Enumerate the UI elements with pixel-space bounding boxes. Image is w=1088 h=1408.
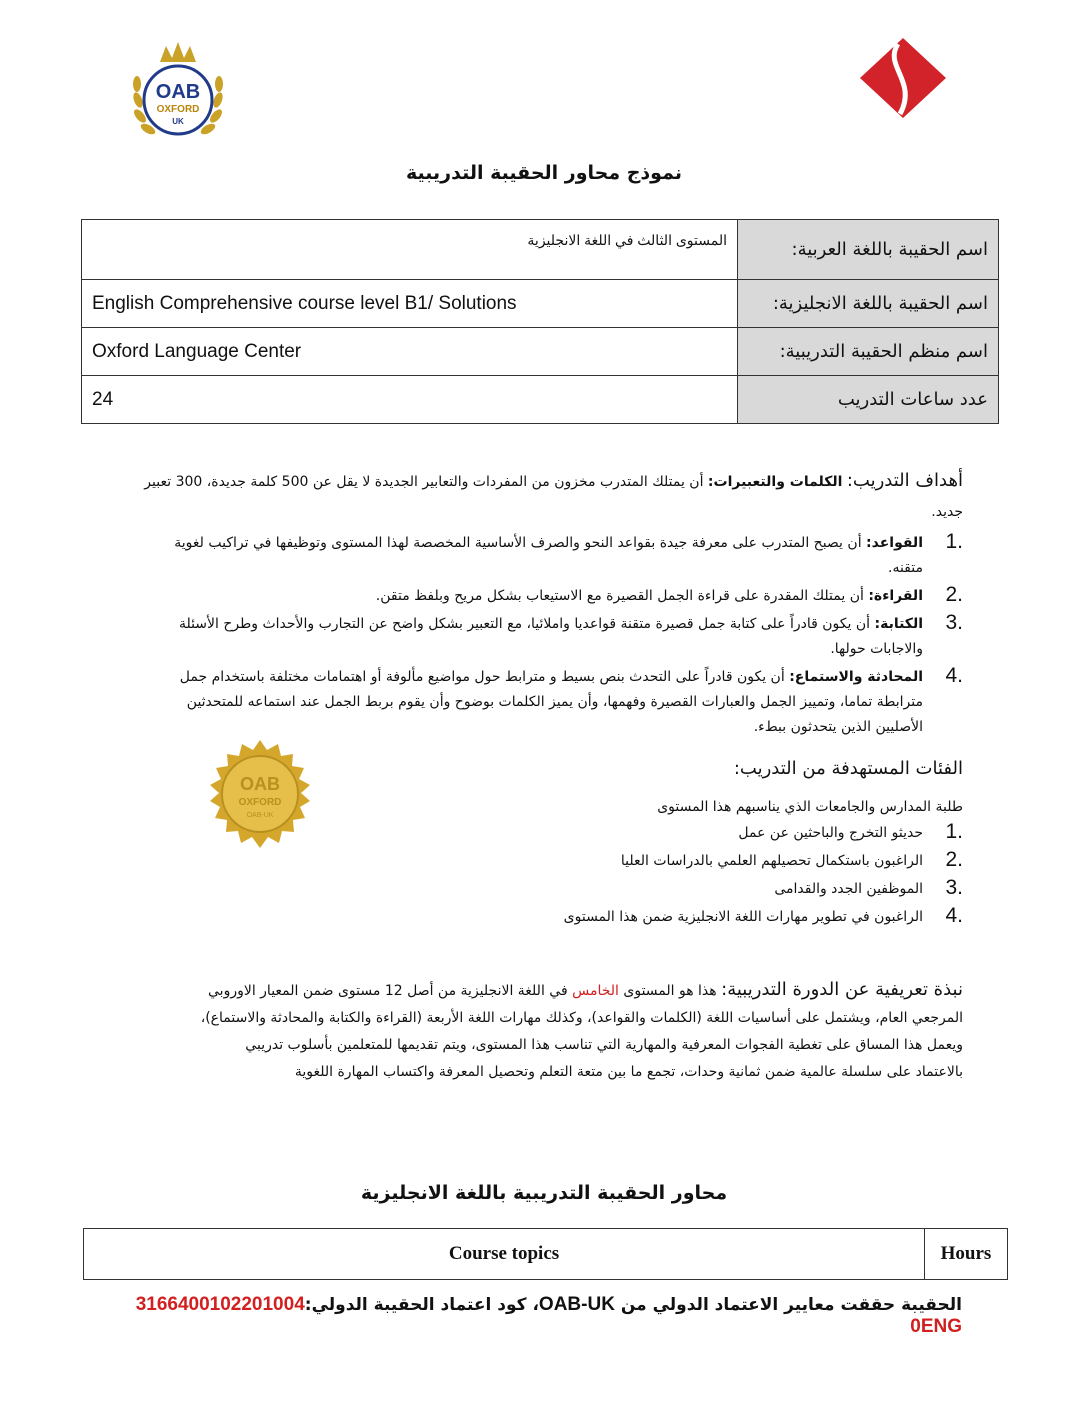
svg-text:OXFORD: OXFORD [156,104,200,115]
accreditation-middle: ، كود اعتماد الحقيبة الدولي: [304,1295,539,1315]
course-name-en-label: اسم الحقيبة باللغة الانجليزية: [738,280,999,328]
list-number: 2. [945,848,963,871]
oab-logo-text: OAB [155,81,201,103]
training-goals-section [140,466,963,743]
list-item [360,821,963,846]
table-row [82,220,999,280]
target-text: الراغبون في تطوير مهارات اللغة الانجليزية ضمن هذا المستوى [563,909,923,925]
goals-intro-text: أن يمتلك المتدرب مخزون من المفردات والتعابير الجديدة لا يقل عن 500 كلمة جديدة، 300 تعبير جديد. [144,474,963,520]
table-row [82,376,999,424]
goal-text: أن يكون قادراً على التحدث بنص بسيط و مترابط حول مواضيع مألوفة أو اهتمامات مختلفة باستخدام جمل مترابطة تماما، وتمييز الجمل والعبارات القصيرة وفهمها، وأن يميز الكلمات بوضوح وأن يقوم بربط الجمل عند استماعه للمتحدثين الأصليين الذين يتحدثون ببطء. [179,669,923,735]
list-item [140,665,963,740]
about-paragraph [200,976,963,1086]
target-text: الراغبون باستكمال تحصيلهم العلمي بالدراسات العليا [620,853,923,869]
about-text-rest: في اللغة الانجليزية من أصل 12 مستوى ضمن المعيار الاوروبي المرجعي العام، ويشتمل على أساسيات اللغة (الكلمات والقواعد)، وكذلك مهارات اللغة الأربعة (القراءة والكتابة والمحادثة والاستماع)، ويعمل هذا المساق على تغطية الفجوات المعرفية والمهارية التي تناسب هذا المستوى، ويتم تقديمها للمتعلمين بأسلوب تدريبي بالاعتماد على سلسلة عالمية ضمن ثمانية وحدات، تجمع ما بين متعة التعلم وتحصيل المعرفة واكتساب المهارة اللغوية [200,983,963,1080]
list-number: 4. [945,904,963,927]
gold-seal [200,738,320,858]
goals-intro [140,466,963,527]
goal-text: أن يصبح المتدرب على معرفة جيدة بقواعد النحو والصرف الأساسية المخصصة لهذا المستوى وتوظيفها في تراكيب لغوية متقنه. [174,535,923,576]
list-number: 1. [945,820,963,843]
list-number: 2. [945,583,963,606]
goal-text: أن يمتلك المقدرة على قراءة الجمل القصيرة مع الاستيعاب بشكل مريح وبلفظ متقن. [375,588,864,604]
target-intro: طلبة المدارس والجامعات الذي يناسبهم هذا المستوى [657,799,963,815]
accreditation-line [130,1294,962,1338]
list-number: 3. [945,611,963,634]
target-list [360,821,963,930]
topics-header: Course topics [84,1229,925,1280]
training-hours-label: عدد ساعات التدريب [738,376,999,424]
list-number: 1. [945,530,963,553]
goal-label: الكتابة: [874,616,923,632]
hours-header: Hours [925,1229,1008,1280]
list-item [360,849,963,874]
list-item [140,612,963,662]
svg-text:UK: UK [172,117,184,126]
list-number: 3. [945,876,963,899]
target-heading: الفئات المستهدفة من التدريب: [733,758,963,779]
about-highlight: الخامس [572,983,619,999]
course-name-ar-label: اسم الحقيبة باللغة العربية: [738,220,999,280]
page-title: نموذج محاور الحقيبة التدريبية [406,162,682,184]
list-number: 4. [945,664,963,687]
accreditation-org: OAB-UK [538,1294,615,1315]
section-title-english-topics: محاور الحقيبة التدريبية باللغة الانجليزية [360,1182,728,1204]
organizer-label: اسم منظم الحقيبة التدريبية: [738,328,999,376]
svg-text:OAB-UK: OAB-UK [246,812,274,819]
goals-intro-label: الكلمات والتعبيرات: [707,474,843,490]
svg-text:OAB: OAB [240,774,280,794]
about-heading: نبذة تعريفية عن الدورة التدريبية: [721,979,963,1000]
goal-label: القواعد: [866,535,923,551]
goals-heading: أهداف التدريب: [846,470,963,491]
list-item [360,877,963,902]
accreditation-prefix: الحقيبة حققت معايير الاعتماد الدولي من [620,1295,962,1315]
table-row [82,280,999,328]
oab-oxford-logo [128,40,228,144]
svg-text:OXFORD: OXFORD [238,797,282,808]
course-about-section [200,976,963,1086]
table-header-row [84,1229,1008,1280]
table-row [82,328,999,376]
about-text-start: هذا هو المستوى [623,983,717,999]
course-name-en-value: English Comprehensive course level B1/ Solutions [82,280,738,328]
goals-list [140,531,963,740]
organizer-value: Oxford Language Center [82,328,738,376]
list-item [360,905,963,930]
training-hours-value: 24 [82,376,738,424]
list-item [140,584,963,609]
goal-label: المحادثة والاستماع: [789,669,923,685]
accreditation-code: 3166400102201004​0ENG [135,1294,962,1337]
target-groups-section [360,758,963,933]
target-text: الموظفين الجدد والقدامى [774,881,923,897]
goal-label: القراءة: [868,588,923,604]
target-text: حديثو التخرج والباحثين عن عمل [738,825,923,841]
course-name-ar-value: المستوى الثالث في اللغة الانجليزية [82,220,738,280]
brand-logo [858,36,948,120]
list-item [140,531,963,581]
goal-text: أن يكون قادراً على كتابة جمل قصيرة متقنة قواعديا واملائيا، مع التعبير بشكل واضح عن التجارب والأحداث وطرح الأسئلة والاجابات حولها. [178,616,923,657]
course-topics-table [83,1228,1008,1280]
course-info-table [81,219,999,424]
